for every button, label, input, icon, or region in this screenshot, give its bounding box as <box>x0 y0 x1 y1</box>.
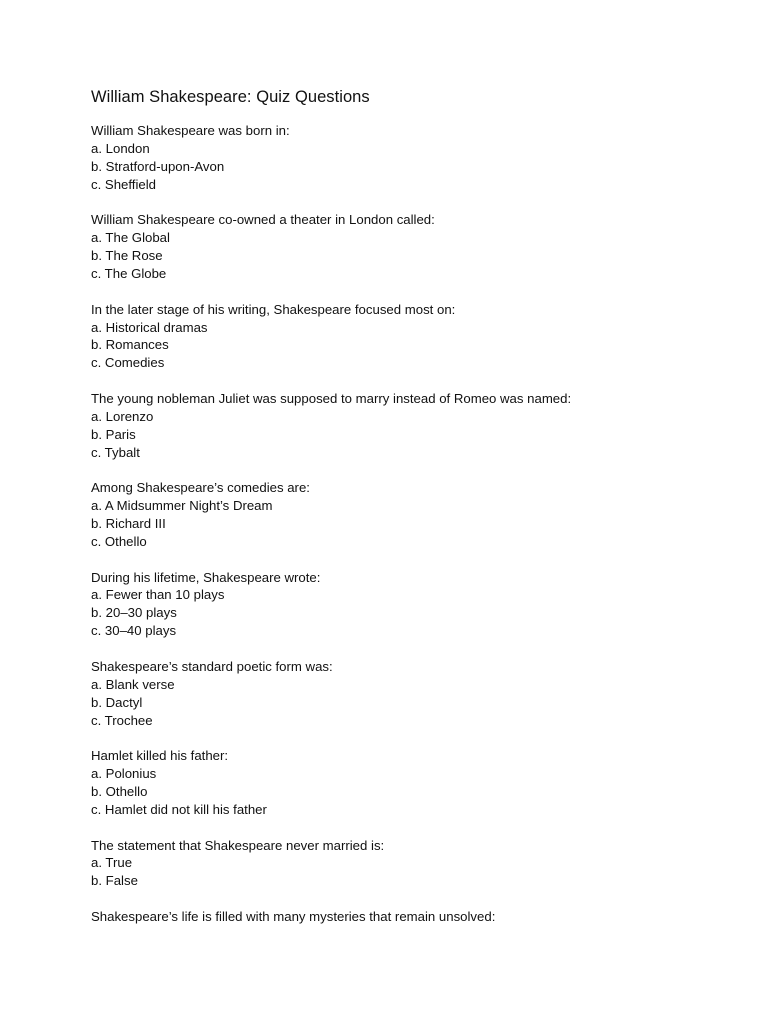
question-block <box>91 211 731 283</box>
answer-option: b. Stratford-upon-Avon <box>91 158 225 174</box>
answer-option: c. Comedies <box>91 355 165 371</box>
question-text: Hamlet killed his father: <box>91 748 229 764</box>
question-block <box>91 837 731 891</box>
question-block <box>91 569 731 641</box>
question-block <box>91 390 731 462</box>
answer-option: a. Fewer than 10 plays <box>91 587 225 603</box>
answer-option: b. False <box>91 873 138 889</box>
question-text: Shakespeare’s life is filled with many mysteries that remain unsolved: <box>91 908 496 924</box>
answer-option: b. 20–30 plays <box>91 605 177 621</box>
question-list <box>91 122 731 926</box>
answer-option: c. Tybalt <box>91 444 140 460</box>
question-block <box>91 122 731 194</box>
question-text: William Shakespeare was born in: <box>91 123 290 138</box>
answer-option: b. Othello <box>91 784 148 799</box>
question-block <box>91 301 731 373</box>
answer-option: b. Dactyl <box>91 694 143 710</box>
question-text: During his lifetime, Shakespeare wrote: <box>91 569 321 585</box>
answer-option: a. A Midsummer Night’s Dream <box>91 498 273 514</box>
answer-option: c. Hamlet did not kill his father <box>91 801 267 817</box>
answer-option: c. The Globe <box>91 266 167 282</box>
question-text: William Shakespeare co-owned a theater in London called: <box>91 212 435 228</box>
answer-option: a. Historical dramas <box>91 319 208 335</box>
question-text: Shakespeare’s standard poetic form was: <box>91 658 333 674</box>
document-content <box>91 86 731 944</box>
answer-option: b. Paris <box>91 426 136 442</box>
answer-option: a. London <box>91 140 150 156</box>
answer-option: a. Blank verse <box>91 676 175 692</box>
question-text: The young nobleman Juliet was supposed to marry instead of Romeo was named: <box>91 390 572 406</box>
answer-option: b. Romances <box>91 337 169 353</box>
answer-option: a. Lorenzo <box>91 408 154 424</box>
question-block <box>91 479 731 551</box>
answer-option: b. Richard III <box>91 516 166 532</box>
answer-option: a. True <box>91 855 133 871</box>
question-block <box>91 908 731 926</box>
answer-option: c. Sheffield <box>91 176 157 192</box>
question-text: In the later stage of his writing, Shakespeare focused most on: <box>91 301 456 317</box>
answer-option: c. Trochee <box>91 712 153 728</box>
question-block <box>91 658 731 730</box>
answer-option: c. 30–40 plays <box>91 623 177 639</box>
question-text: The statement that Shakespeare never married is: <box>91 837 385 853</box>
document-title: William Shakespeare: Quiz Questions <box>91 88 370 106</box>
answer-option: b. The Rose <box>91 248 163 264</box>
question-block <box>91 747 731 819</box>
answer-option: a. The Global <box>91 230 170 246</box>
question-text: Among Shakespeare’s comedies are: <box>91 480 310 496</box>
answer-option: a. Polonius <box>91 766 157 782</box>
answer-option: c. Othello <box>91 533 147 549</box>
